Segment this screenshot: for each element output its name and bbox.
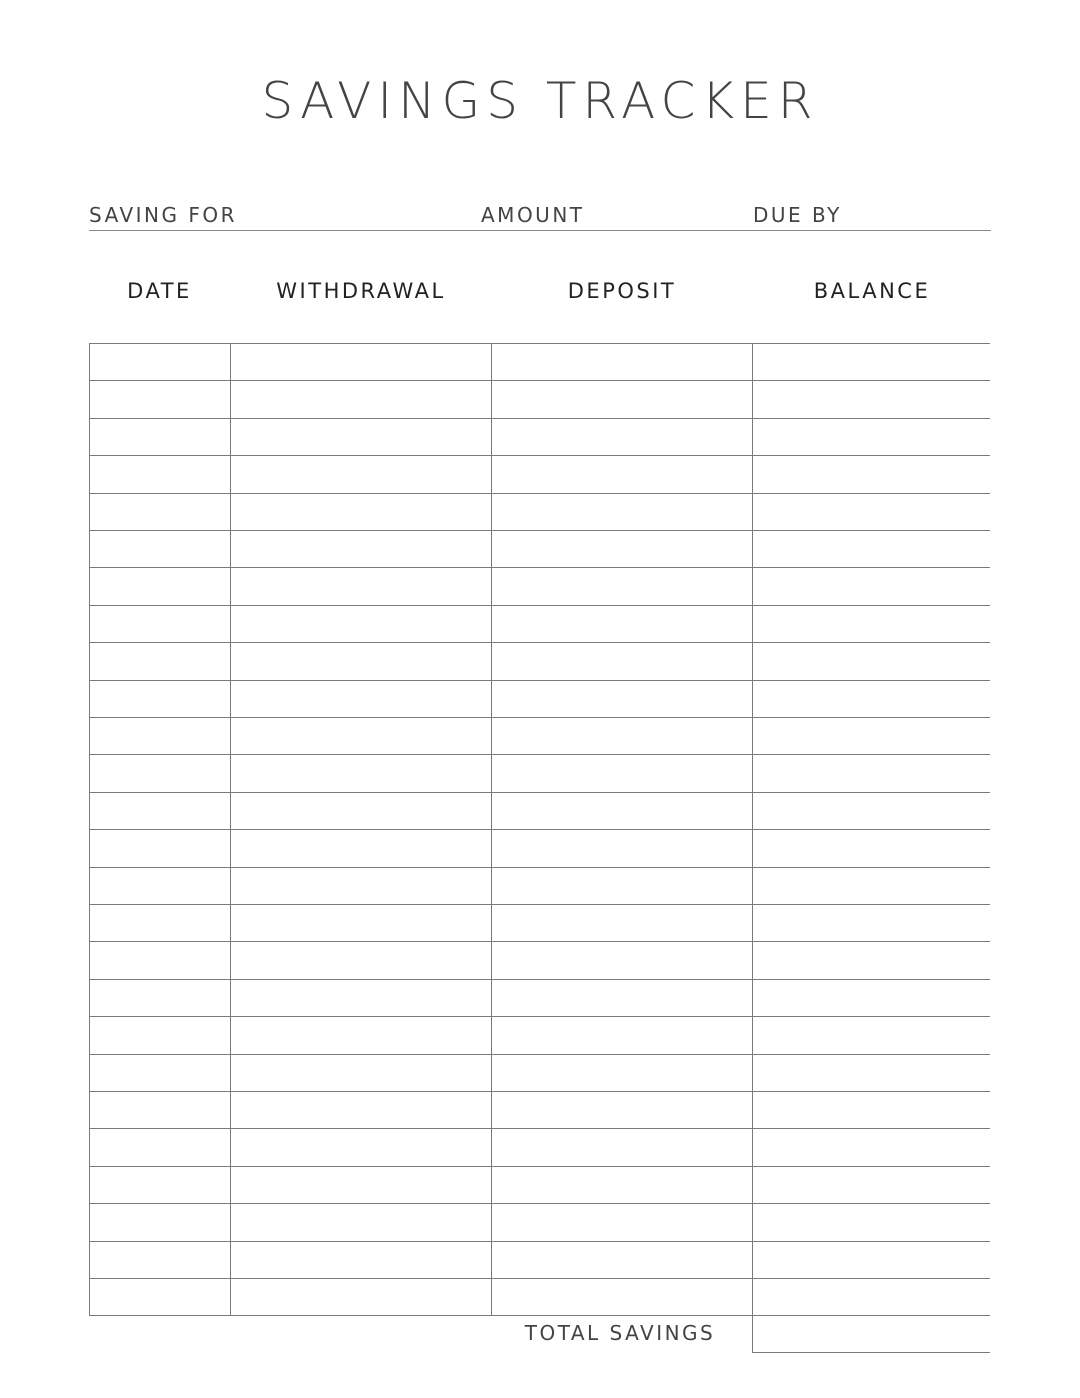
table-cell-date[interactable] (90, 905, 229, 940)
table-cell-withdrawal[interactable] (231, 1017, 490, 1052)
table-cell-deposit[interactable] (492, 868, 751, 903)
table-cell-withdrawal[interactable] (231, 755, 490, 790)
table-cell-deposit[interactable] (492, 1279, 751, 1314)
table-cell-balance[interactable] (753, 1129, 989, 1164)
table-cell-deposit[interactable] (492, 531, 751, 566)
table-cell-balance[interactable] (753, 344, 989, 379)
table-cell-withdrawal[interactable] (231, 681, 490, 716)
table-cell-balance[interactable] (753, 1242, 989, 1277)
table-cell-withdrawal[interactable] (231, 868, 490, 903)
table-cell-date[interactable] (90, 1204, 229, 1239)
table-cell-date[interactable] (90, 942, 229, 977)
table-cell-withdrawal[interactable] (231, 531, 490, 566)
table-cell-date[interactable] (90, 456, 229, 491)
table-cell-deposit[interactable] (492, 643, 751, 678)
table-cell-date[interactable] (90, 793, 229, 828)
goal-info-underline (89, 230, 991, 231)
table-cell-deposit[interactable] (492, 830, 751, 865)
table-cell-withdrawal[interactable] (231, 1092, 490, 1127)
table-cell-balance[interactable] (753, 606, 989, 641)
table-cell-date[interactable] (90, 718, 229, 753)
table-cell-date[interactable] (90, 643, 229, 678)
table-cell-withdrawal[interactable] (231, 718, 490, 753)
table-cell-deposit[interactable] (492, 1092, 751, 1127)
table-cell-balance[interactable] (753, 531, 989, 566)
table-cell-date[interactable] (90, 1129, 229, 1164)
table-cell-balance[interactable] (753, 1055, 989, 1090)
column-header-date: DATE (127, 279, 192, 303)
table-cell-balance[interactable] (753, 419, 989, 454)
table-cell-deposit[interactable] (492, 718, 751, 753)
table-cell-deposit[interactable] (492, 1167, 751, 1202)
table-cell-balance[interactable] (753, 905, 989, 940)
goal-info-row (89, 203, 991, 231)
table-cell-withdrawal[interactable] (231, 381, 490, 416)
column-header-deposit: DEPOSIT (567, 279, 677, 303)
table-cell-deposit[interactable] (492, 381, 751, 416)
table-cell-withdrawal[interactable] (231, 980, 490, 1015)
table-cell-balance[interactable] (753, 681, 989, 716)
table-cell-withdrawal[interactable] (231, 905, 490, 940)
column-header-withdrawal: WITHDRAWAL (276, 279, 446, 303)
table-cell-date[interactable] (90, 531, 229, 566)
table-cell-deposit[interactable] (492, 606, 751, 641)
total-savings-label: TOTAL SAVINGS (524, 1321, 716, 1345)
table-cell-date[interactable] (90, 755, 229, 790)
table-cell-deposit[interactable] (492, 1242, 751, 1277)
table-cell-balance[interactable] (753, 1167, 989, 1202)
table-cell-withdrawal[interactable] (231, 1167, 490, 1202)
table-cell-date[interactable] (90, 681, 229, 716)
table-cell-balance[interactable] (753, 718, 989, 753)
table-cell-balance[interactable] (753, 980, 989, 1015)
table-cell-withdrawal[interactable] (231, 1204, 490, 1239)
table-cell-withdrawal[interactable] (231, 456, 490, 491)
table-cell-balance[interactable] (753, 381, 989, 416)
table-cell-deposit[interactable] (492, 568, 751, 603)
table-cell-date[interactable] (90, 568, 229, 603)
table-cell-date[interactable] (90, 868, 229, 903)
total-savings-field[interactable] (752, 1315, 990, 1352)
amount-label: AMOUNT (481, 203, 585, 227)
table-cell-balance[interactable] (753, 643, 989, 678)
table-cell-date[interactable] (90, 1055, 229, 1090)
table-cell-date[interactable] (90, 344, 229, 379)
table-cell-balance[interactable] (753, 830, 989, 865)
table-cell-deposit[interactable] (492, 494, 751, 529)
table-cell-withdrawal[interactable] (231, 643, 490, 678)
table-cell-date[interactable] (90, 494, 229, 529)
table-cell-balance[interactable] (753, 1017, 989, 1052)
column-header-balance: BALANCE (813, 279, 931, 303)
table-cell-deposit[interactable] (492, 1017, 751, 1052)
saving-for-label: SAVING FOR (89, 203, 238, 227)
table-cell-date[interactable] (90, 1017, 229, 1052)
table-cell-balance[interactable] (753, 868, 989, 903)
table-cell-balance[interactable] (753, 568, 989, 603)
table-cell-date[interactable] (90, 419, 229, 454)
table-cell-withdrawal[interactable] (231, 942, 490, 977)
table-cell-withdrawal[interactable] (231, 1129, 490, 1164)
table-cell-withdrawal[interactable] (231, 1055, 490, 1090)
total-box-bottom-rule (752, 1352, 990, 1353)
table-cell-withdrawal[interactable] (231, 1242, 490, 1277)
table-cell-withdrawal[interactable] (231, 793, 490, 828)
table-cell-balance[interactable] (753, 1092, 989, 1127)
table-cell-withdrawal[interactable] (231, 830, 490, 865)
table-cell-withdrawal[interactable] (231, 419, 490, 454)
table-cell-balance[interactable] (753, 1279, 989, 1314)
table-cell-deposit[interactable] (492, 681, 751, 716)
table-cell-deposit[interactable] (492, 344, 751, 379)
table-cell-deposit[interactable] (492, 793, 751, 828)
table-cell-balance[interactable] (753, 793, 989, 828)
page-title: SAVINGS TRACKER (261, 72, 819, 130)
table-cell-deposit[interactable] (492, 456, 751, 491)
table-cell-deposit[interactable] (492, 1129, 751, 1164)
table-cell-deposit[interactable] (492, 755, 751, 790)
table-cell-date[interactable] (90, 980, 229, 1015)
table-cell-date[interactable] (90, 830, 229, 865)
table-cell-deposit[interactable] (492, 905, 751, 940)
table-cell-date[interactable] (90, 381, 229, 416)
table-cell-date[interactable] (90, 1167, 229, 1202)
table-cell-withdrawal[interactable] (231, 344, 490, 379)
table-cell-date[interactable] (90, 1242, 229, 1277)
table-cell-date[interactable] (90, 1092, 229, 1127)
due-by-label: DUE BY (753, 203, 842, 227)
table-cell-deposit[interactable] (492, 1204, 751, 1239)
table-cell-withdrawal[interactable] (231, 1279, 490, 1314)
table-cell-deposit[interactable] (492, 942, 751, 977)
table-cell-balance[interactable] (753, 456, 989, 491)
table-cell-balance[interactable] (753, 755, 989, 790)
table-cell-date[interactable] (90, 1279, 229, 1314)
table-cell-balance[interactable] (753, 942, 989, 977)
table-cell-deposit[interactable] (492, 419, 751, 454)
table-cell-withdrawal[interactable] (231, 606, 490, 641)
table-cell-balance[interactable] (753, 1204, 989, 1239)
table-cell-deposit[interactable] (492, 1055, 751, 1090)
table-cell-date[interactable] (90, 606, 229, 641)
table-cell-deposit[interactable] (492, 980, 751, 1015)
table-cell-balance[interactable] (753, 494, 989, 529)
table-cell-withdrawal[interactable] (231, 568, 490, 603)
table-cell-withdrawal[interactable] (231, 494, 490, 529)
